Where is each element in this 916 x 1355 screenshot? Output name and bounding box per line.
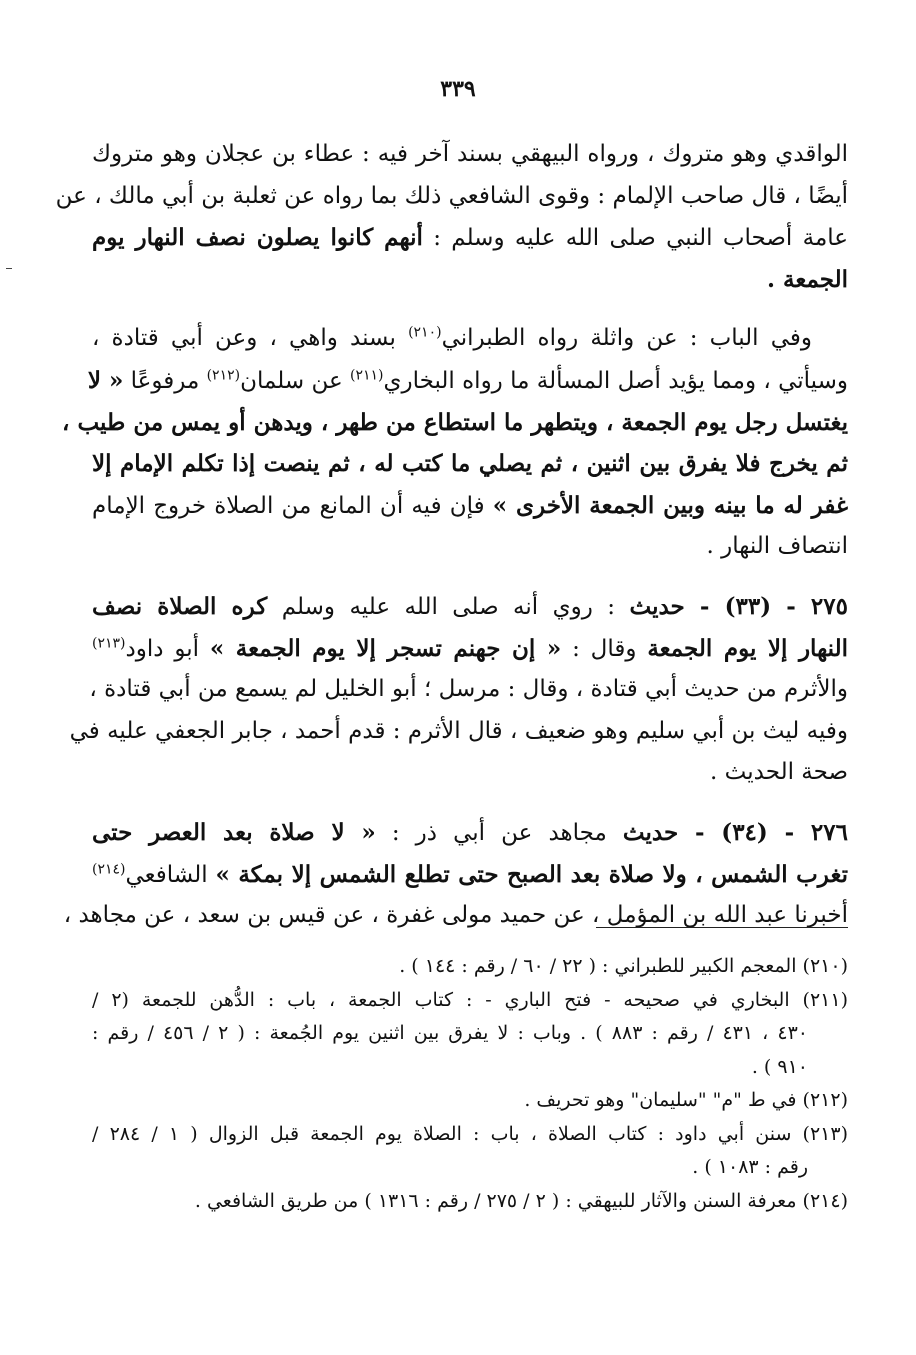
text-line: يغتسل رجل يوم الجمعة ، ويتطهر ما استطاع من طهر ، ويدهن أو يمس من طيب ، — [62, 408, 848, 436]
text-line: تغرب الشمس ، ولا صلاة بعد الصبح حتى تطلع الشمس إلا بمكة » الشافعي$^{(٢١٤)}$ — [92, 860, 848, 888]
text-line: ثم يخرج فلا يفرق بين اثنين ، ثم يصلي ما كتب له ، ثم ينصت إذا تكلم الإمام إلا — [92, 450, 848, 478]
footnote-line: (٢١١) البخاري في صحيحه - فتح الباري - : كتاب الجمعة ، باب : الدُّهن للجمعة (٢ / — [92, 988, 848, 1011]
text-line: والأثرم من حديث أبي قتادة ، وقال : مرسل ؛ أبو الخليل لم يسمع من أبي قتادة ، — [89, 676, 848, 703]
paragraph-3 — [69, 586, 849, 794]
main-text — [55, 134, 849, 937]
footnote-line: ٤٣٠ ، ٤٣١ / رقم : ٨٨٣ ) . وباب : لا يفرق بين اثنين يوم الجُمعة : ( ٢ / ٤٥٦ / رقم : — [92, 1022, 809, 1044]
text-line: أخبرنا عبد الله بن المؤمل ، عن حميد مولى غفرة ، عن قيس بن سعد ، عن مجاهد ، — [63, 902, 848, 929]
paragraph-2 — [62, 318, 849, 568]
text-line: وسيأتي ، ومما يؤيد أصل المسألة ما رواه البخاري$^{(٢١١)}$ عن سلمان$^{(٢١٢)}$ مرفوعًا « لا — [87, 366, 848, 394]
text-line: وفي الباب : عن واثلة رواه الطبراني$^{(٢١٠)}$ بسند واهي ، وعن أبي قتادة ، — [92, 324, 812, 352]
text-line: عامة أصحاب النبي صلى الله عليه وسلم : أنهم كانوا يصلون نصف النهار يوم — [92, 224, 848, 252]
text-line: النهار إلا يوم الجمعة وقال : « إن جهنم تسجر إلا يوم الجمعة » أبو داود$^{(٢١٣)}$ — [92, 634, 849, 662]
text-line: الجمعة . — [767, 265, 848, 293]
paragraph-4 — [63, 812, 848, 937]
text-line: وفيه ليث بن أبي سليم وهو ضعيف ، قال الأثرم : قدم أحمد ، جابر الجعفي عليه في — [69, 717, 848, 744]
footnote-line: ٩١٠ ) . — [751, 1055, 808, 1078]
margin-mark — [6, 268, 12, 269]
text-line: انتصاف النهار . — [706, 533, 848, 560]
footnote-line: (٢١٠) المعجم الكبير للطبراني : ( ٢٢ / ٦٠ / رقم : ١٤٤ ) . — [399, 955, 848, 977]
text-line: ٢٧٦ - (٣٤) - حديث مجاهد عن أبي ذر : « لا صلاة بعد العصر حتى — [92, 818, 848, 846]
text-line: أيضًا ، قال صاحب الإلمام : وقوى الشافعي ذلك بما رواه عن ثعلبة بن أبي مالك ، عن — [55, 182, 848, 209]
text-line: الواقدي وهو متروك ، ورواه البيهقي بسند آخر فيه : عطاء بن عجلان وهو متروك — [92, 141, 848, 167]
footnote-line: (٢١٢) في ط "م" "سليمان" وهو تحريف . — [524, 1089, 848, 1111]
page-number: ٣٣٩ — [440, 76, 476, 102]
footnotes — [92, 950, 848, 1218]
footnote-line: (٢١٤) معرفة السنن والآثار للبيهقي : ( ٢ / ٢٧٥ / رقم : ١٣١٦ ) من طريق الشافعي . — [194, 1189, 848, 1212]
text-line: ٢٧٥ - (٣٣) - حديث : روي أنه صلى الله عليه وسلم كره الصلاة نصف — [92, 592, 848, 620]
text-line: غفر له ما بينه وبين الجمعة الأخرى » فإن فيه أن المانع من الصلاة خروج الإمام — [92, 491, 849, 519]
paragraph-1 — [55, 134, 848, 300]
text-line: صحة الحديث . — [710, 759, 848, 786]
footnote-divider — [596, 927, 848, 928]
footnote-line: (٢١٣) سنن أبي داود : كتاب الصلاة ، باب : الصلاة يوم الجمعة قبل الزوال ( ١ / ٢٨٤ / — [92, 1122, 848, 1145]
footnote-line: رقم : ١٠٨٣ ) . — [692, 1156, 808, 1178]
